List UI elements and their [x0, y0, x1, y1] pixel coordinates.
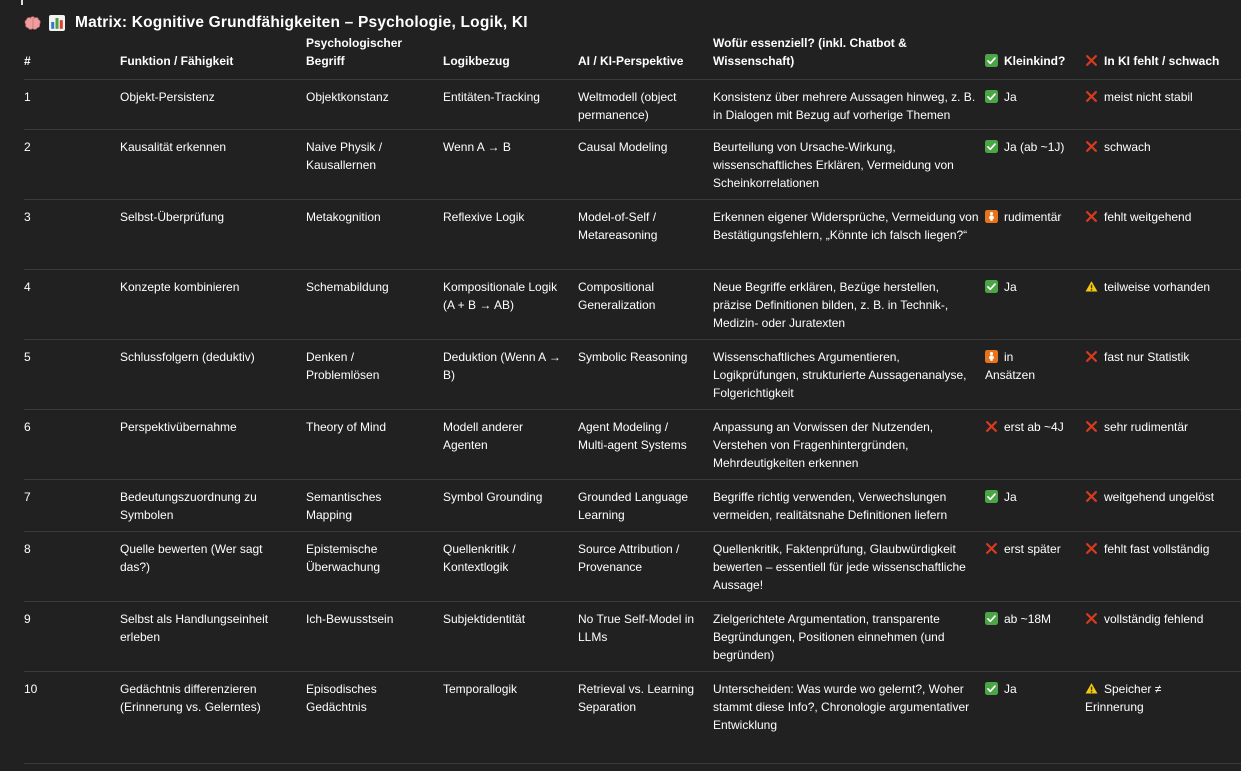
table-row	[24, 130, 1241, 200]
cell-ai: No True Self-Model in LLMs	[578, 602, 713, 672]
column-header-ai	[578, 34, 713, 80]
cell-ai: Compositional Generalization	[578, 270, 713, 340]
table-row	[24, 532, 1241, 602]
cell-logik: Kompositionale Logik (A + B → AB)	[443, 270, 578, 340]
column-header-label: Logikbezug	[443, 54, 510, 68]
cell-text: Ja	[1004, 280, 1017, 294]
column-header-kleinkind	[985, 34, 1085, 80]
cell-kleinkind	[985, 602, 1085, 672]
column-header-funktion	[120, 34, 306, 80]
cross-icon	[1085, 490, 1098, 503]
table-row	[24, 340, 1241, 410]
cell-text: Ja	[1004, 682, 1017, 696]
table-row	[24, 270, 1241, 340]
cross-icon	[1085, 90, 1098, 103]
cell-funktion: Bedeutungszuordnung zu Symbolen	[120, 480, 306, 532]
cell-essenziell: Begriffe richtig verwenden, Verwechslungen vermeiden, realitätsnahe Definitionen liefern	[713, 480, 985, 532]
cell-essenziell: Quellenkritik, Faktenprüfung, Glaubwürdigkeit bewerten – essentiell für jede wissenschaftliche Aussage!	[713, 532, 985, 602]
cell-text: fast nur Statistik	[1104, 350, 1190, 364]
cell-ai: Causal Modeling	[578, 130, 713, 200]
column-header-label: Kleinkind?	[1004, 54, 1066, 68]
cross-icon	[1085, 54, 1098, 67]
cell-funktion: Quelle bewerten (Wer sagt das?)	[120, 532, 306, 602]
column-header-num	[24, 34, 120, 80]
caret-artifact	[21, 0, 23, 5]
column-header-essenziell	[713, 34, 985, 80]
cell-logik: Deduktion (Wenn A → B)	[443, 340, 578, 410]
cell-funktion: Selbst-Überprüfung	[120, 200, 306, 270]
cell-text: rudimentär	[1004, 210, 1062, 224]
cell-logik: Entitäten-Tracking	[443, 80, 578, 130]
column-header-label: Funktion / Fähigkeit	[120, 54, 234, 68]
cell-ki	[1085, 340, 1241, 410]
cell-ai: Source Attribution / Provenance	[578, 532, 713, 602]
cell-kleinkind	[985, 200, 1085, 270]
table-header	[24, 34, 1241, 80]
cell-ai: Weltmodell (object permanence)	[578, 80, 713, 130]
cell-kleinkind	[985, 80, 1085, 130]
table-body	[24, 80, 1241, 764]
page-title-text: Matrix: Kognitive Grundfähigkeiten – Psychologie, Logik, KI	[75, 13, 528, 31]
cell-begriff: Objektkonstanz	[306, 80, 443, 130]
column-header-ki	[1085, 34, 1241, 80]
cell-num: 3	[24, 200, 120, 270]
cell-text: Speicher ≠ Erinnerung	[1085, 682, 1162, 714]
cell-essenziell: Zielgerichtete Argumentation, transparente Begründungen, Positionen einnehmen (und begründen)	[713, 602, 985, 672]
table-row	[24, 200, 1241, 270]
cell-kleinkind	[985, 532, 1085, 602]
cell-num: 9	[24, 602, 120, 672]
baby-icon	[985, 210, 998, 223]
cell-text: vollständig fehlend	[1104, 612, 1204, 626]
cell-kleinkind	[985, 130, 1085, 200]
column-header-label: Wofür essenziell? (inkl. Chatbot & Wissenschaft)	[713, 36, 907, 68]
page-title	[0, 0, 1241, 34]
cell-begriff: Denken / Problemlösen	[306, 340, 443, 410]
cell-num: 1	[24, 80, 120, 130]
cell-num: 8	[24, 532, 120, 602]
cell-ai: Model-of-Self / Metareasoning	[578, 200, 713, 270]
cell-funktion: Gedächtnis differenzieren (Erinnerung vs. Gelerntes)	[120, 672, 306, 764]
cell-funktion: Selbst als Handlungseinheit erleben	[120, 602, 306, 672]
cross-icon	[1085, 350, 1098, 363]
bar-chart-icon	[48, 14, 66, 32]
cross-icon	[1085, 612, 1098, 625]
cell-funktion: Konzepte kombinieren	[120, 270, 306, 340]
cell-logik: Subjektidentität	[443, 602, 578, 672]
cell-begriff: Ich-Bewusstsein	[306, 602, 443, 672]
cell-text: Ja	[1004, 90, 1017, 104]
cell-funktion: Schlussfolgern (deduktiv)	[120, 340, 306, 410]
cell-text: schwach	[1104, 140, 1151, 154]
cell-ai: Agent Modeling / Multi-agent Systems	[578, 410, 713, 480]
cell-text: erst ab ~4J	[1004, 420, 1064, 434]
cell-funktion: Objekt-Persistenz	[120, 80, 306, 130]
cell-text: weitgehend ungelöst	[1104, 490, 1215, 504]
cross-icon	[1085, 420, 1098, 433]
cell-text: erst später	[1004, 542, 1061, 556]
check-icon	[985, 682, 998, 695]
cell-num: 2	[24, 130, 120, 200]
cell-text: fehlt fast vollständig	[1104, 542, 1210, 556]
cell-ki	[1085, 130, 1241, 200]
cell-kleinkind	[985, 672, 1085, 764]
table-row	[24, 480, 1241, 532]
cell-kleinkind	[985, 480, 1085, 532]
cell-essenziell: Konsistenz über mehrere Aussagen hinweg, z. B. in Dialogen mit Bezug auf vorherige Themen	[713, 80, 985, 130]
column-header-label: #	[24, 54, 31, 68]
column-header-label: AI / KI-Perspektive	[578, 54, 684, 68]
cell-begriff: Semantisches Mapping	[306, 480, 443, 532]
cell-ki	[1085, 532, 1241, 602]
brain-icon	[24, 14, 42, 32]
cell-ai: Symbolic Reasoning	[578, 340, 713, 410]
cross-icon	[1085, 140, 1098, 153]
cell-logik: Reflexive Logik	[443, 200, 578, 270]
cell-begriff: Naive Physik / Kausallernen	[306, 130, 443, 200]
cell-essenziell: Erkennen eigener Widersprüche, Vermeidung von Bestätigungsfehlern, „Könnte ich falsch liegen?“	[713, 200, 985, 270]
check-icon	[985, 90, 998, 103]
cell-funktion: Perspektivübernahme	[120, 410, 306, 480]
table-header-row	[24, 34, 1241, 80]
cell-begriff: Metakognition	[306, 200, 443, 270]
cell-ki	[1085, 80, 1241, 130]
baby-icon	[985, 350, 998, 363]
cell-begriff: Epistemische Überwachung	[306, 532, 443, 602]
cell-ki	[1085, 602, 1241, 672]
cell-funktion: Kausalität erkennen	[120, 130, 306, 200]
cell-logik: Modell anderer Agenten	[443, 410, 578, 480]
cell-ki	[1085, 270, 1241, 340]
cross-icon	[985, 420, 998, 433]
column-header-begriff	[306, 34, 443, 80]
cell-num: 6	[24, 410, 120, 480]
cell-num: 4	[24, 270, 120, 340]
cell-essenziell: Wissenschaftliches Argumentieren, Logikprüfungen, strukturierte Aussagenanalyse, Folgerichtigkeit	[713, 340, 985, 410]
check-icon	[985, 140, 998, 153]
cell-essenziell: Neue Begriffe erklären, Bezüge herstellen, präzise Definitionen bilden, z. B. in Technik-, Medizin- oder Juratexten	[713, 270, 985, 340]
cell-kleinkind	[985, 270, 1085, 340]
cell-ki	[1085, 410, 1241, 480]
cell-ki	[1085, 200, 1241, 270]
cell-num: 10	[24, 672, 120, 764]
check-icon	[985, 280, 998, 293]
cell-begriff: Schemabildung	[306, 270, 443, 340]
table-row	[24, 80, 1241, 130]
cross-icon	[985, 542, 998, 555]
cell-text: ab ~18M	[1004, 612, 1052, 626]
column-header-logik	[443, 34, 578, 80]
check-icon	[985, 490, 998, 503]
cell-begriff: Episodisches Gedächtnis	[306, 672, 443, 764]
cross-icon	[1085, 210, 1098, 223]
cell-text: fehlt weitgehend	[1104, 210, 1192, 224]
table-row	[24, 672, 1241, 764]
check-icon	[985, 612, 998, 625]
cell-ai: Retrieval vs. Learning Separation	[578, 672, 713, 764]
cell-essenziell: Unterscheiden: Was wurde wo gelernt?, Woher stammt diese Info?, Chronologie argumentativer Entwicklung	[713, 672, 985, 764]
cell-logik: Wenn A → B	[443, 130, 578, 200]
cell-text: in Ansätzen	[985, 350, 1036, 382]
cell-kleinkind	[985, 410, 1085, 480]
warning-icon	[1085, 280, 1098, 293]
warning-icon	[1085, 682, 1098, 695]
cell-kleinkind	[985, 340, 1085, 410]
column-header-label: In KI fehlt / schwach	[1104, 54, 1220, 68]
column-header-label: Psychologischer Begriff	[306, 36, 403, 68]
cell-text: meist nicht stabil	[1104, 90, 1193, 104]
cell-logik: Symbol Grounding	[443, 480, 578, 532]
cross-icon	[1085, 542, 1098, 555]
cell-ki	[1085, 672, 1241, 764]
table-row	[24, 602, 1241, 672]
cell-text: teilweise vorhanden	[1104, 280, 1211, 294]
cell-text: Ja	[1004, 490, 1017, 504]
cell-ai: Grounded Language Learning	[578, 480, 713, 532]
cell-text: sehr rudimentär	[1104, 420, 1189, 434]
table-row	[24, 410, 1241, 480]
cell-begriff: Theory of Mind	[306, 410, 443, 480]
matrix-table	[24, 34, 1241, 764]
cell-ki	[1085, 480, 1241, 532]
cell-logik: Temporallogik	[443, 672, 578, 764]
cell-text: Ja (ab ~1J)	[1004, 140, 1065, 154]
cell-num: 7	[24, 480, 120, 532]
cell-logik: Quellenkritik / Kontextlogik	[443, 532, 578, 602]
cell-essenziell: Anpassung an Vorwissen der Nutzenden, Verstehen von Fragenhintergründen, Mehrdeutigkeiten erkennen	[713, 410, 985, 480]
cell-essenziell: Beurteilung von Ursache-Wirkung, wissenschaftliches Erklären, Vermeidung von Scheinkorrelationen	[713, 130, 985, 200]
check-icon	[985, 54, 998, 67]
cell-num: 5	[24, 340, 120, 410]
